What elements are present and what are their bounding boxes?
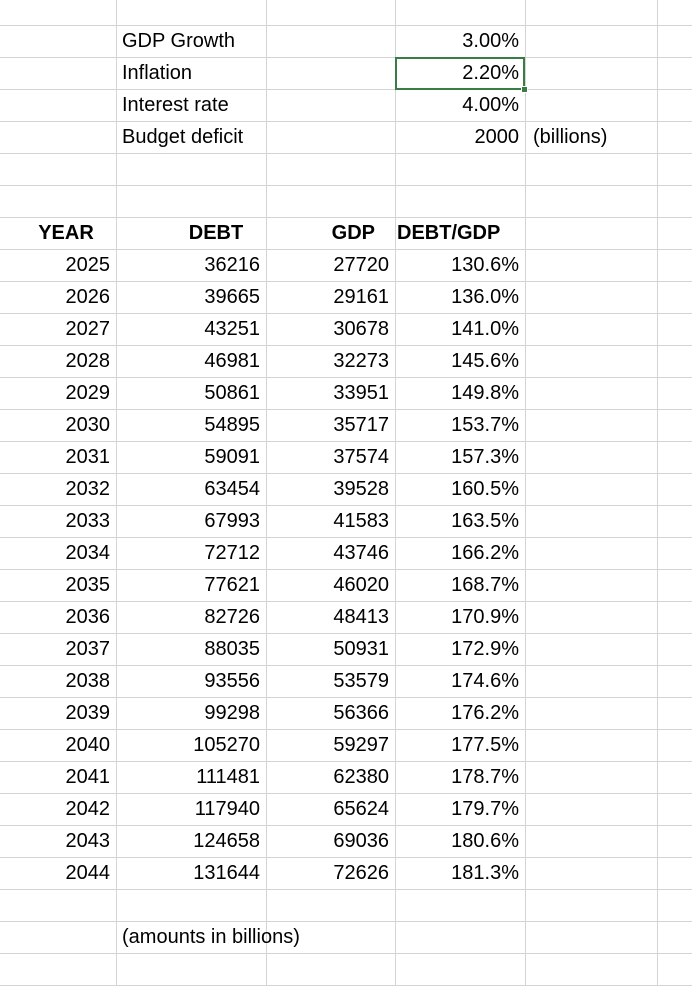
year-cell[interactable]: 2032 [65, 478, 110, 500]
header-debt[interactable]: DEBT [188, 222, 244, 244]
year-cell[interactable]: 2035 [65, 574, 110, 596]
year-cell[interactable]: 2043 [65, 830, 110, 852]
gdp-cell[interactable]: 53579 [333, 670, 389, 692]
row-gridline [0, 953, 692, 954]
year-cell[interactable]: 2026 [65, 286, 110, 308]
debt-gdp-cell[interactable]: 166.2% [451, 542, 519, 564]
gdp-cell[interactable]: 41583 [333, 510, 389, 532]
gdp-cell[interactable]: 43746 [333, 542, 389, 564]
debt-gdp-cell[interactable]: 157.3% [451, 446, 519, 468]
gdp-cell[interactable]: 33951 [333, 382, 389, 404]
inflation-label[interactable]: Inflation [122, 62, 193, 84]
debt-cell[interactable]: 131644 [193, 862, 260, 884]
row-gridline [0, 25, 692, 26]
debt-gdp-cell[interactable]: 141.0% [451, 318, 519, 340]
interest-rate-value[interactable]: 4.00% [462, 94, 519, 116]
debt-gdp-cell[interactable]: 179.7% [451, 798, 519, 820]
gdp-cell[interactable]: 48413 [333, 606, 389, 628]
year-cell[interactable]: 2044 [65, 862, 110, 884]
row-gridline [0, 57, 692, 58]
debt-cell[interactable]: 59091 [204, 446, 260, 468]
inflation-value[interactable]: 2.20% [462, 62, 519, 84]
debt-cell[interactable]: 50861 [204, 382, 260, 404]
year-cell[interactable]: 2041 [65, 766, 110, 788]
year-cell[interactable]: 2034 [65, 542, 110, 564]
debt-cell[interactable]: 77621 [204, 574, 260, 596]
year-cell[interactable]: 2029 [65, 382, 110, 404]
debt-cell[interactable]: 105270 [193, 734, 260, 756]
debt-cell[interactable]: 111481 [196, 766, 260, 788]
year-cell[interactable]: 2038 [65, 670, 110, 692]
row-gridline [0, 153, 692, 154]
row-gridline [0, 185, 692, 186]
gdp-cell[interactable]: 72626 [333, 862, 389, 884]
header-debt-gdp[interactable]: DEBT/GDP [397, 222, 501, 244]
debt-gdp-cell[interactable]: 145.6% [451, 350, 519, 372]
budget-deficit-unit[interactable]: (billions) [533, 126, 608, 148]
gdp-cell[interactable]: 30678 [333, 318, 389, 340]
debt-gdp-cell[interactable]: 153.7% [451, 414, 519, 436]
row-gridline [0, 89, 692, 90]
debt-gdp-cell[interactable]: 168.7% [451, 574, 519, 596]
gdp-growth-value[interactable]: 3.00% [462, 30, 519, 52]
gdp-cell[interactable]: 56366 [333, 702, 389, 724]
header-gdp[interactable]: GDP [331, 222, 375, 244]
debt-cell[interactable]: 99298 [204, 702, 260, 724]
gdp-cell[interactable]: 29161 [333, 286, 389, 308]
debt-cell[interactable]: 36216 [204, 254, 260, 276]
debt-gdp-cell[interactable]: 170.9% [451, 606, 519, 628]
debt-gdp-cell[interactable]: 176.2% [451, 702, 519, 724]
selected-cell-border [395, 57, 525, 90]
header-year[interactable]: YEAR [38, 222, 94, 244]
debt-gdp-cell[interactable]: 174.6% [451, 670, 519, 692]
debt-cell[interactable]: 88035 [204, 638, 260, 660]
debt-gdp-cell[interactable]: 178.7% [451, 766, 519, 788]
budget-deficit-label[interactable]: Budget deficit [122, 126, 244, 148]
year-cell[interactable]: 2028 [65, 350, 110, 372]
debt-cell[interactable]: 72712 [204, 542, 260, 564]
debt-cell[interactable]: 54895 [204, 414, 260, 436]
debt-cell[interactable]: 82726 [204, 606, 260, 628]
year-cell[interactable]: 2037 [65, 638, 110, 660]
year-cell[interactable]: 2033 [65, 510, 110, 532]
debt-cell[interactable]: 63454 [204, 478, 260, 500]
year-cell[interactable]: 2027 [65, 318, 110, 340]
gdp-cell[interactable]: 50931 [333, 638, 389, 660]
debt-gdp-cell[interactable]: 172.9% [451, 638, 519, 660]
gdp-cell[interactable]: 65624 [333, 798, 389, 820]
gdp-cell[interactable]: 46020 [333, 574, 389, 596]
year-cell[interactable]: 2036 [65, 606, 110, 628]
gdp-cell[interactable]: 69036 [333, 830, 389, 852]
fill-handle[interactable] [521, 86, 528, 93]
budget-deficit-value[interactable]: 2000 [474, 126, 519, 148]
debt-gdp-cell[interactable]: 180.6% [451, 830, 519, 852]
debt-gdp-cell[interactable]: 136.0% [451, 286, 519, 308]
year-cell[interactable]: 2030 [65, 414, 110, 436]
debt-cell[interactable]: 43251 [204, 318, 260, 340]
debt-cell[interactable]: 124658 [193, 830, 260, 852]
year-cell[interactable]: 2031 [65, 446, 110, 468]
debt-cell[interactable]: 39665 [204, 286, 260, 308]
debt-gdp-cell[interactable]: 181.3% [451, 862, 519, 884]
row-gridline [0, 889, 692, 890]
gdp-cell[interactable]: 39528 [333, 478, 389, 500]
debt-gdp-cell[interactable]: 163.5% [451, 510, 519, 532]
gdp-cell[interactable]: 37574 [333, 446, 389, 468]
gdp-cell[interactable]: 59297 [333, 734, 389, 756]
gdp-cell[interactable]: 62380 [333, 766, 389, 788]
gdp-cell[interactable]: 35717 [333, 414, 389, 436]
debt-cell[interactable]: 46981 [204, 350, 260, 372]
debt-gdp-cell[interactable]: 130.6% [451, 254, 519, 276]
gdp-growth-label[interactable]: GDP Growth [122, 30, 235, 52]
year-cell[interactable]: 2042 [65, 798, 110, 820]
debt-cell[interactable]: 93556 [204, 670, 260, 692]
gdp-cell[interactable]: 27720 [333, 254, 389, 276]
year-cell[interactable]: 2025 [65, 254, 110, 276]
year-cell[interactable]: 2039 [65, 702, 110, 724]
debt-gdp-cell[interactable]: 149.8% [451, 382, 519, 404]
interest-rate-label[interactable]: Interest rate [122, 94, 229, 116]
year-cell[interactable]: 2040 [65, 734, 110, 756]
debt-gdp-cell[interactable]: 160.5% [451, 478, 519, 500]
debt-cell[interactable]: 67993 [204, 510, 260, 532]
footnote-text[interactable]: (amounts in billions) [122, 926, 300, 948]
debt-cell[interactable]: 117940 [194, 798, 260, 820]
gdp-cell[interactable]: 32273 [333, 350, 389, 372]
debt-gdp-cell[interactable]: 177.5% [451, 734, 519, 756]
